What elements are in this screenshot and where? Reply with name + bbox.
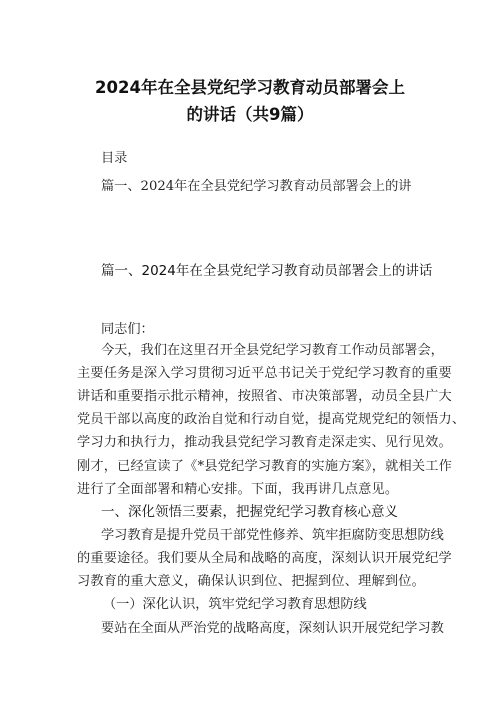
paragraph-line: 习教育的重大意义，确保认识到位、把握到位、理解到位。 xyxy=(77,574,426,589)
toc-item[interactable]: 篇一、2024年在全县党纪学习教育动员部署会上的讲 xyxy=(101,179,412,194)
paragraph-line: 学习教育是提升党员干部党性修养、筑牢拒腐防变思想防线 xyxy=(101,528,444,543)
paragraph-line: 学习力和执行力，推动我县党纪学习教育走深走实、见行见效。 xyxy=(77,435,452,450)
paragraph-line: 讲话和重要指示批示精神，按照省、市决策部署，动员全县广大 xyxy=(77,389,452,404)
toc-label: 目录 xyxy=(101,151,128,166)
heading-one: 一、深化领悟三要素，把握党纪学习教育核心意义 xyxy=(101,504,398,520)
subheading-one: （一）深化认识，筑牢党纪学习教育思想防线 xyxy=(103,597,367,612)
paragraph-line: 要站在全面从严治党的战略高度，深刻认识开展党纪学习教 xyxy=(101,621,444,636)
document-title-line-2: 的讲话（共9篇） xyxy=(186,105,314,124)
paragraph-line: 今天，我们在这里召开全县党纪学习教育工作动员部署会， xyxy=(101,343,444,358)
paragraph-line: 党员干部以高度的政治自觉和行动自觉，提高党规党纪的领悟力、 xyxy=(77,412,466,427)
section-heading: 篇一、2024年在全县党纪学习教育动员部署会上的讲话 xyxy=(101,263,433,279)
document-title-line-1: 2024年在全县党纪学习教育动员部署会上 xyxy=(95,78,405,97)
paragraph-line: 主要任务是深入学习贯彻习近平总书记关于党纪学习教育的重要 xyxy=(77,366,452,381)
paragraph-line: 的重要途径。我们要从全局和战略的高度，深刻认识开展党纪学 xyxy=(77,551,452,566)
salutation: 同志们： xyxy=(101,322,154,337)
paragraph-line: 进行了全面部署和精心安排。下面，我再讲几点意见。 xyxy=(77,482,399,497)
paragraph-line: 刚才，已经宣读了《*县党纪学习教育的实施方案》，就相关工作 xyxy=(77,459,453,474)
